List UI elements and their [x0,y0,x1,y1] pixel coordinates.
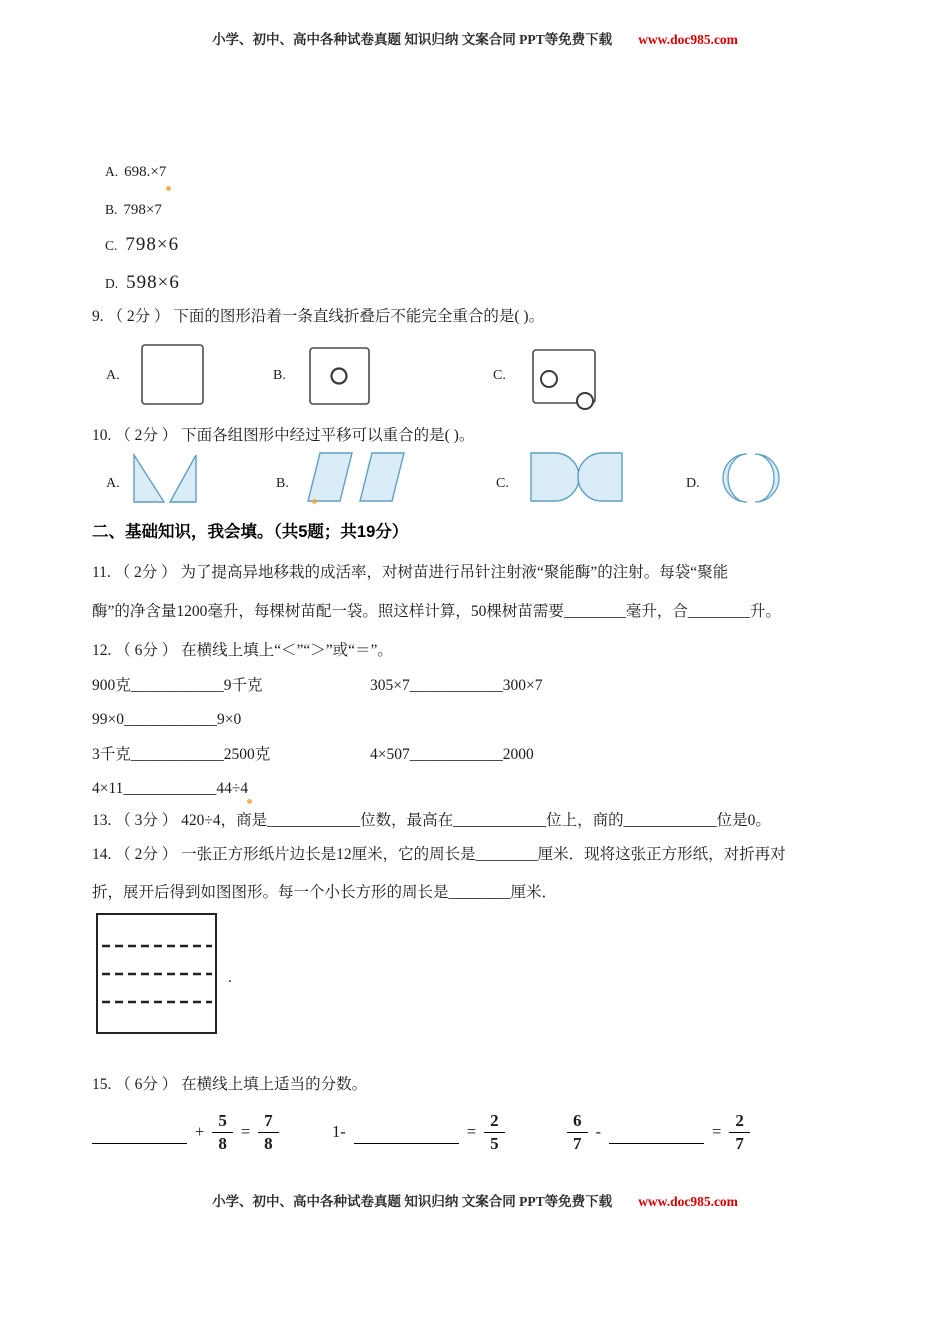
q9-option-label-b: B. [273,368,286,383]
fraction-5-8: $\frac{5}{8}$ [212,1111,233,1153]
equation-3 [567,1111,750,1153]
option-value-b: 798×7 [123,202,162,218]
fraction-7-8: $\frac{7}{8}$ [258,1111,279,1153]
footer-url-link[interactable]: www.doc985.com [638,1194,738,1209]
option-label-c: C. [105,238,118,253]
option-row-d [105,272,180,294]
question14-line2: 折，展开后得到如图图形。每一个小长方形的周长是________厘米． [92,884,558,901]
q14-figure-note: . [228,969,232,986]
q12-row1-left: 900克____________9千克 [92,677,263,694]
section2-title: 二、基础知识，我会填。（共5题；共19分） [92,523,409,541]
equation-2 [332,1111,505,1153]
q12-row1-right: 305×7____________300×7 [370,677,543,694]
question10-text: 10. （ 2分 ） 下面各组图形中经过平移可以重合的是( )。 [92,427,475,444]
q9-figure-b-square-with-circle [308,346,372,408]
question12-title: 12. （ 6分 ） 在横线上填上“＜”“＞”或“＝”。 [92,642,393,659]
page-header [0,28,950,48]
question9-text: 9. （ 2分 ） 下面的图形沿着一条直线折叠后不能完全重合的是( )。 [92,308,545,325]
answer-blank [92,1120,187,1144]
q10-option-label-a: A. [106,476,120,491]
option-value-a: 698.×7 [124,164,167,180]
question11-line2: 酶”的净含量1200毫升，每棵树苗配一袋。照这样计算，50棵树苗需要________毫升，合________升。 [92,603,781,620]
option-row-a [105,163,166,181]
header-text: 小学、初中、高中各种试卷真题 知识归纳 文案合同 PPT等免费下载 [212,32,613,47]
q9-option-label-a: A. [106,368,120,383]
q9-option-label-c: C. [493,368,506,383]
one-minus-text: 1- [332,1122,346,1142]
q10-option-label-b: B. [276,476,289,491]
equals-sign: = [240,1122,251,1142]
fraction-2-5: $\frac{2}{5}$ [484,1111,505,1153]
q9-figure-a-square [140,343,206,407]
q12-row4-left: 4×11____________44÷4 [92,780,249,797]
option-value-c: 798×6 [125,234,180,255]
equals-sign: = [466,1122,477,1142]
page-footer [0,1190,950,1210]
equals-sign: = [712,1122,722,1142]
q10-option-label-c: C. [496,476,509,491]
q14-folded-square-figure [95,912,221,1038]
q10-option-label-d: D. [686,476,700,491]
fraction-2-7: $\frac{2}{7}$ [729,1111,750,1153]
answer-blank [609,1120,704,1144]
question14-line1: 14. （ 2分 ） 一张正方形纸片边长是12厘米，它的周长是________厘米．现将这张正方形纸，对折再对 [92,846,786,863]
scan-artifact-dot [247,799,252,804]
q10-figure-a-triangles [132,452,202,506]
question15-title: 15. （ 6分 ） 在横线上填上适当的分数。 [92,1076,368,1093]
q12-row2-left: 99×0____________9×0 [92,711,242,728]
header-url-link[interactable]: www.doc985.com [638,32,738,47]
option-label-b: B. [105,202,118,217]
option-value-d: 598×6 [126,272,180,293]
scan-artifact-dot [312,499,317,504]
option-row-c [105,234,179,256]
q12-row3-right: 4×507____________2000 [370,746,534,763]
fraction-6-7: $\frac{6}{7}$ [567,1111,588,1153]
question13-text: 13. （ 3分 ） 420÷4，商是____________位数，最高在____________位上，商的____________位是0。 [92,812,771,829]
equation-1 [92,1111,279,1153]
plus-sign: + [195,1122,205,1142]
option-row-b [105,201,162,219]
q9-figure-c-square-with-two-circles [531,348,601,414]
scan-artifact-dot [166,186,171,191]
q10-figure-d-crescents [716,450,786,506]
question11-line1: 11. （ 2分 ） 为了提高异地移栽的成活率，对树苗进行吊针注射液“聚能酶”的注射。每袋“聚能 [92,564,729,581]
answer-blank [354,1120,459,1144]
option-label-a: A. [105,164,119,179]
q12-row3-left: 3千克____________2500克 [92,746,271,763]
q10-figure-b-parallelograms [306,450,408,506]
question15-equations [92,1105,892,1169]
option-label-d: D. [105,276,119,291]
minus-sign: - [595,1122,601,1142]
footer-text: 小学、初中、高中各种试卷真题 知识归纳 文案合同 PPT等免费下载 [212,1194,613,1209]
q10-figure-c-d-shapes [528,450,626,506]
